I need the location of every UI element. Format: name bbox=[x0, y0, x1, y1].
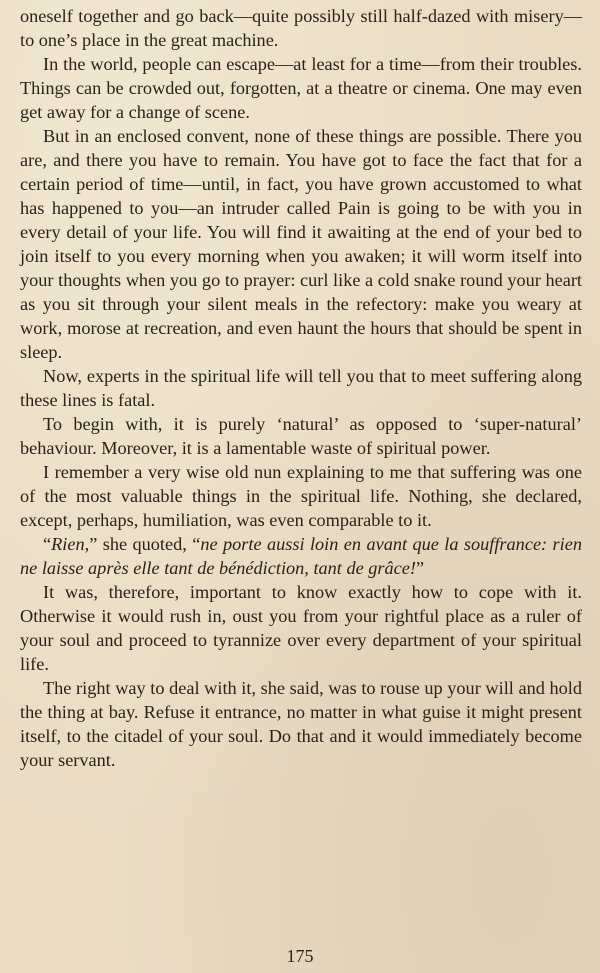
quote-word-rien: Rien, bbox=[51, 534, 90, 554]
quote-open-mark: “ bbox=[43, 534, 52, 554]
paragraph-french-quote bbox=[20, 532, 582, 580]
quote-attribution: she quoted, bbox=[97, 534, 193, 554]
paragraph-cope: It was, therefore, important to know exactly how to cope with it. Otherwise it would rush in, oust you from your rightful place as a ruler of your soul and proceed to tyrannize over every department of your spiritual life. bbox=[20, 582, 582, 674]
quote-french-body: ne porte aussi loin en avant que la souffrance: rien ne laisse après elle tant de bénédiction, tant de grâce! bbox=[20, 534, 582, 578]
paragraph-experts: Now, experts in the spiritual life will tell you that to meet suffering along these lines is fatal. bbox=[20, 366, 582, 410]
paragraph-natural-behaviour: To begin with, it is purely ‘natural’ as opposed to ‘super-natural’ behaviour. Moreover, it is a lamentable waste of spiritual power. bbox=[20, 414, 582, 458]
paragraph-continuation: oneself together and go back—quite possibly still half-dazed with misery—to one’s place in the great machine. bbox=[20, 6, 582, 50]
paragraph-right-way: The right way to deal with it, she said, was to rouse up your will and hold the thing at bay. Refuse it entrance, no matter in what guise it might present itself, to the citadel of your soul. Do that and it would immediately become your servant. bbox=[20, 678, 582, 770]
page-number: 175 bbox=[286, 946, 314, 966]
paragraph-enclosed-convent: But in an enclosed convent, none of these things are possible. There you are, and there you have to remain. You have got to face the fact that for a certain period of time—until, in fact, you have grown accustomed to what has happened to you—an intruder called Pain is going to be with you in every detail of your life. You will find it awaiting at the end of your bed to join itself to you every morning when you awaken; it will worm itself into your thoughts when you go to prayer: curl like a cold snake round your heart as you sit through your silent meals in the refectory: make you weary at work, morose at recreation, and even haunt the hours that should be spent in sleep. bbox=[20, 126, 582, 362]
paragraph-wise-nun: I remember a very wise old nun explaining to me that suffering was one of the most valuable things in the spiritual life. Nothing, she declared, except, perhaps, humiliation, was even comparable to it. bbox=[20, 462, 582, 530]
quote-close-mark-2: ” bbox=[416, 558, 425, 578]
quote-open-mark-2: “ bbox=[192, 534, 201, 554]
quote-close-mark: ” bbox=[89, 534, 98, 554]
paragraph-escape: In the world, people can escape—at least for a time—from their troubles. Things can be crowded out, forgotten, at a theatre or cinema. One may even get away for a change of scene. bbox=[20, 54, 582, 122]
body-text bbox=[20, 4, 582, 772]
